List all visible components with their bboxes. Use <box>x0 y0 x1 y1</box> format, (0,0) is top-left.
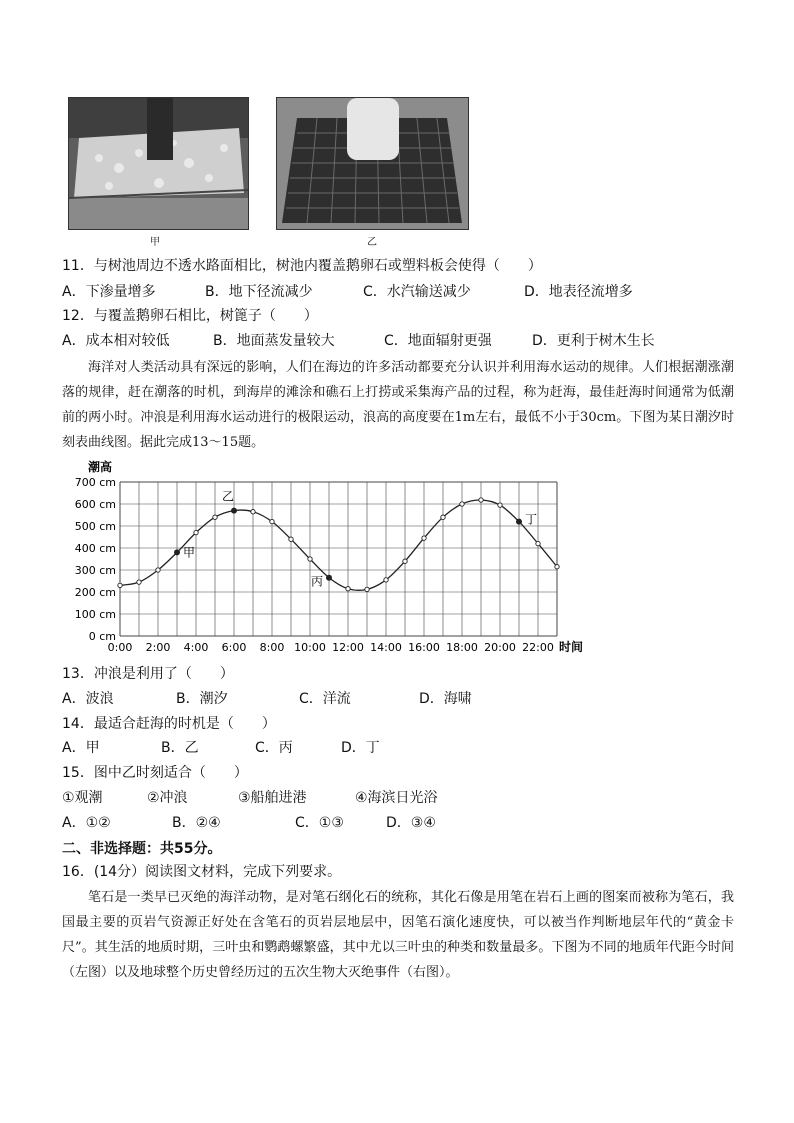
tide-point <box>365 587 369 591</box>
marker-label: 丙 <box>311 574 324 589</box>
x-tick-label: 10:00 <box>294 641 326 654</box>
y-tick-label: 200 cm <box>74 586 116 599</box>
tide-point <box>441 515 445 519</box>
y-tick-label: 700 cm <box>74 476 116 489</box>
tide-point <box>194 530 198 534</box>
question-15-items <box>62 788 438 808</box>
marker-point-丁 <box>516 519 522 525</box>
question-15-options <box>62 813 436 833</box>
photo-caption-right: 乙 <box>367 237 377 248</box>
chart-y-ticks <box>75 476 116 643</box>
photo-tree-grate <box>276 97 469 230</box>
option-d[interactable]: D．海啸 <box>419 691 472 707</box>
x-tick-label: 8:00 <box>259 641 285 654</box>
tide-point <box>137 580 141 584</box>
question-16-stem: 16．(14分）阅读图文材料，完成下列要求。 <box>62 864 342 880</box>
option-a[interactable]: A．甲 <box>62 740 100 756</box>
question-12-options <box>62 331 655 351</box>
tide-point <box>422 536 426 540</box>
option-a[interactable]: A．①② <box>62 815 111 831</box>
option-c[interactable]: C．洋流 <box>299 691 351 707</box>
option-c[interactable]: C．水汽输送减少 <box>363 284 471 300</box>
item-2: ②冲浪 <box>147 790 188 806</box>
option-d[interactable]: D．更利于树木生长 <box>532 333 655 349</box>
x-tick-label: 12:00 <box>332 641 364 654</box>
tide-point <box>213 515 217 519</box>
option-c[interactable]: C．①③ <box>295 815 344 831</box>
question-13-options <box>62 689 472 709</box>
chart-ylabel: 潮高 <box>88 460 113 474</box>
item-1: ①观潮 <box>62 790 103 806</box>
tide-point <box>289 537 293 541</box>
x-tick-label: 6:00 <box>221 641 247 654</box>
photo-caption-left: 甲 <box>150 237 160 248</box>
y-tick-label: 400 cm <box>74 542 116 555</box>
tide-point <box>384 578 388 582</box>
x-tick-label: 0:00 <box>107 641 133 654</box>
tide-point <box>479 498 483 502</box>
marker-label: 丁 <box>525 512 538 527</box>
cobblestone-photo-illustration <box>69 98 248 229</box>
x-tick-label: 16:00 <box>408 641 440 654</box>
x-tick-label: 14:00 <box>370 641 402 654</box>
tide-point <box>555 565 559 569</box>
question-14-options <box>62 738 380 758</box>
tide-point <box>270 519 274 523</box>
y-tick-label: 100 cm <box>74 608 116 621</box>
option-b[interactable]: B．乙 <box>161 740 199 756</box>
option-c[interactable]: C．丙 <box>255 740 293 756</box>
question-14-stem: 14．最适合赶海的时机是（ ） <box>62 716 276 732</box>
option-c[interactable]: C．地面辐射更强 <box>384 333 492 349</box>
option-b[interactable]: B．潮汐 <box>176 691 228 707</box>
marker-label: 乙 <box>222 489 235 504</box>
option-a[interactable]: A．下渗量增多 <box>62 284 156 300</box>
passage-tides: 海洋对人类活动具有深远的影响，人们在海边的许多活动都要充分认识并利用海水运动的规律。人们根据潮涨潮落的规律，赶在潮落的时机，到海岸的滩涂和礁石上打捞或采集海产品的过程，称为赶海，最佳赶海时间通常为低潮前的两小时。冲浪是利用海水运动进行的极限运动，浪高的高度要在1m左右，最低不小于30cm。下图为某日潮汐时刻表曲线图。据此完成13～15题。 <box>62 360 734 450</box>
tide-point <box>403 559 407 563</box>
tide-point <box>498 503 502 507</box>
question-15-stem: 15．图中乙时刻适合（ ） <box>62 765 248 781</box>
tide-point <box>308 557 312 561</box>
section-heading-non-choice: 二、非选择题：共55分。 <box>62 841 222 857</box>
photo-cobblestone-tree-pit <box>68 97 249 230</box>
x-tick-label: 4:00 <box>183 641 209 654</box>
marker-point-乙 <box>231 508 237 514</box>
y-tick-label: 300 cm <box>74 564 116 577</box>
chart-x-ticks <box>108 641 554 654</box>
x-tick-label: 22:00 <box>522 641 554 654</box>
tide-point <box>118 583 122 587</box>
tide-point <box>156 568 160 572</box>
y-tick-label: 500 cm <box>74 520 116 533</box>
x-tick-label: 20:00 <box>484 641 516 654</box>
option-b[interactable]: B．地面蒸发量较大 <box>213 333 335 349</box>
passage-graptolite: 笔石是一类早已灭绝的海洋动物，是对笔石纲化石的统称，其化石像是用笔在岩石上画的图案而被称为笔石，我国最主要的页岩气资源正好处在含笔石的页岩层地层中，因笔石演化速度快，可以被当作判断地层年代的“黄金卡尺”。其生活的地质时期，三叶虫和鹦鹉螺繁盛，其中尤以三叶虫的种类和数量最多。下图为不同的地质年代距今时间（左图）以及地球整个历史曾经历过的五次生物大灭绝事件（右图）。 <box>62 890 734 980</box>
question-12-stem: 12．与覆盖鹅卵石相比，树篦子（ ） <box>62 308 318 324</box>
option-d[interactable]: D．丁 <box>341 740 380 756</box>
option-d[interactable]: D．③④ <box>386 815 436 831</box>
option-a[interactable]: A．波浪 <box>62 691 114 707</box>
option-d[interactable]: D．地表径流增多 <box>524 284 633 300</box>
tide-point <box>536 541 540 545</box>
x-tick-label: 18:00 <box>446 641 478 654</box>
x-tick-label: 2:00 <box>145 641 171 654</box>
marker-point-丙 <box>326 575 332 581</box>
tree-grate-photo-illustration <box>277 98 468 229</box>
tide-point <box>346 587 350 591</box>
option-a[interactable]: A．成本相对较低 <box>62 333 170 349</box>
y-tick-label: 0 cm <box>88 630 116 643</box>
tide-markers <box>174 490 537 589</box>
question-11-options <box>62 282 633 302</box>
marker-label: 甲 <box>183 545 196 560</box>
option-b[interactable]: B．地下径流减少 <box>205 284 313 300</box>
tide-chart <box>62 456 592 656</box>
option-b[interactable]: B．②④ <box>172 815 221 831</box>
marker-point-甲 <box>174 549 180 555</box>
y-tick-label: 600 cm <box>74 498 116 511</box>
tide-point <box>460 502 464 506</box>
tide-point <box>251 510 255 514</box>
question-13-stem: 13．冲浪是利用了（ ） <box>62 666 234 682</box>
question-11-stem: 11．与树池周边不透水路面相比，树池内覆盖鹅卵石或塑料板会使得（ ） <box>62 258 542 274</box>
chart-xlabel: 时间 <box>559 640 584 654</box>
item-3: ③船舶进港 <box>238 790 307 806</box>
item-4: ④海滨日光浴 <box>355 790 438 806</box>
